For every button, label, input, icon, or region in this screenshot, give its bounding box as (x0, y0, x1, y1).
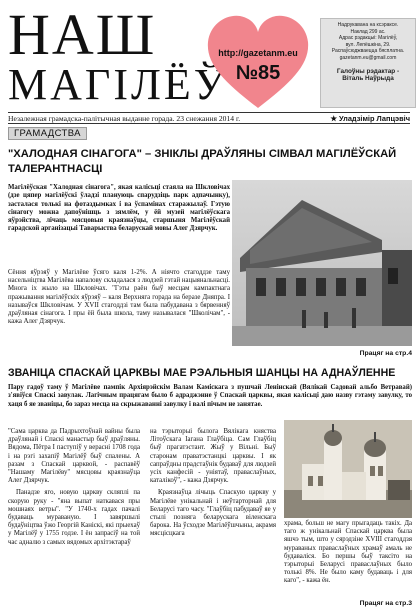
imprint-line: Наклад 299 ас. (350, 28, 386, 35)
article1-headline: "ХАЛОДНАЯ СІНАГОГА" – ЗНІКЛЫ ДРАЎЛЯНЫ СІМВАЛ МАГІЛЁЎСКАЙ ТАЛЕРАНТНАСЦІ (8, 148, 397, 175)
author-name: Уладзімір Лапцэвіч (339, 113, 410, 123)
article2-column-3: храма, больш не магу прыгадаць такіх. Да таго ж унікальнай Спаскай царква была яшчэ тым, што у сярэдзіне XVIII стагоддзя мураваных праваслаўных храмаў амаль не будаваліся. Бо першы быў таксіто на тэрыторыі Беларусі праваслаўных было толькі 8%. Не было каму будаваць і для каго", - кажа ён. (284, 520, 412, 585)
article1-continuation: Працяг на стр.4 (359, 350, 412, 357)
star-icon: ★ (330, 113, 339, 123)
masthead (8, 2, 410, 110)
synagogue-photo (232, 180, 412, 346)
article2-continuation: Працяг на стр.3 (359, 600, 412, 607)
article2-column-2 (150, 428, 276, 539)
paragraph: "Сама царква да Падрыхтоўнай вайны была драўлянай і Спаскі манастыр быў драўляны. Вядома, Пётра І паступіў у верасні 1708 года і на рэгі захапіў Магілёў быў спалены. А разам з Спаскай царквой, - распавёў "Нашаму Магілёву" мясцовы краязнаўца Алег Дзярчук. (8, 428, 140, 485)
author-byline (330, 114, 410, 123)
issue-number: №85 (235, 62, 281, 84)
tagline: Незалежная грамадска-палітычная выданне горада. 23 снежання 2014 г. (8, 113, 241, 123)
site-url[interactable]: http://gazetanm.eu (218, 48, 298, 58)
imprint-line: вул. Лепёшкіна, 29. (345, 41, 391, 48)
newspaper-title-line1: НАШ (8, 2, 157, 67)
article2-lead: Пару гадоў таму ў Магілёве пампік Архіярэйскім Валам Каміскага з пушчай Ленінскай (Вялікай Садовай альбо Ветравай) з'явіўся Спаскі завулак. Лагічным працягам было б адраджэнне ў Спаскай царквы, якая калісьці даю назву гэтаму завулку, то хаця б яе званіцы, бо зараз месца на скрыжаванні завулку і валі пічым не занятае. (8, 384, 412, 408)
section-rubric: ГРАМАДСТВА (8, 127, 87, 140)
newspaper-title-line2: МАГІЛЁЎ (8, 60, 228, 109)
article1-body: Сёння яўрэяў у Магілёве ўсяго каля 1-2%. А ніячто стагоддзе таму насельніцтва Магілёва напалову складалася з людзей гэтай нацыянальнасці. Многа іх жыло на Шкловічах. "Гэты раён быў месцам кампактнага пражывання магілёўскіх яўрэяў – каля Верхняга горада на беразе Дняпра. І называўся Шкловічам. У XVII стагоддзі там была пабудавана з бярвенняў драўляная сінагога. І пры ёй была школа, таму называлася "Школічам", - кажа Алег Дзярчук. (8, 269, 230, 326)
heart-emblem (204, 12, 312, 112)
paragraph: на тэрыторыі былога Вялікага княства Літоўскага Іагана Глаўбіца. Сам Глаўбіц быў прагатэстант. Жыў у Вільні. Быў старонам праватэстанцкі царквы. І як сапраўдны прадстаўнік будаваў для людзей усіх канфесій - уніятаў, праваслаўных, каталікоў", - кажа Дзярчук. (150, 428, 276, 485)
imprint-line: Адрас рэдакцыі: Магілёў, (338, 35, 398, 42)
article2-headline: ЗВАНІЦА СПАСКАЙ ЦАРКВЫ МАЕ РЭАЛЬНЫЯ ШАНЦЫ НА АДНАЎЛЕННЕ (8, 367, 396, 379)
imprint-email[interactable]: gazetanm.eu@gmail.com (339, 54, 397, 61)
editor-name: Віталь Наўрыда (342, 75, 394, 83)
tagline-bar (8, 112, 410, 124)
church-photo (284, 420, 412, 518)
imprint-box (320, 18, 416, 108)
paragraph: Краязнаўца лічыць Спаскую царкву у Магілёве унікальнай і неўтарторнай для Беларусі таго часу. "Глаўбіц пабудаваў яе у стылі позняга беларускага віленскага барока. На ўсходзе Магілёўшчыны, акрамя мясцісцкага (150, 489, 276, 538)
article1-lead: Магілёўская "Халодная сінагога", якая калісьці стаяла на Шкловічах (дзе цяпер магілёўскі ўладзі плануюць спарудзіць парк адпачынку), засталася толькі на фотаздымках і ва ўспамінах старажылаў. Гэтую сінагогу можна дапоўнішць з зямлём, у ёй музей магілёўскага яўрэйства, лічаць мясцовыя краязнаўцы, старшыня Магілёўскай гарадской арганізацыі Таварыства беларускай мовы Алег Дзярчук. (8, 184, 230, 233)
article2-column-1 (8, 428, 140, 547)
editor-label: Галоўны рэдактар - (336, 67, 400, 75)
paragraph: Панадзе яго, новую царкву скляплі па скорую руку - "яна выпат наткавася пры мошнаях ветры". "У 1740-х гадах пачалі будаваць мураваную. І завяршылі будаўніцтва ўжо Георгій Каніскі, які прыехаў у Магілёў у 1755 годзе. І ён запрасіў на той час адналю з самых вядомых архітэктараў (8, 489, 140, 546)
imprint-line: Распаўсюджваецца бясплатна. (331, 48, 405, 55)
imprint-line: Надрукавана на ксэраксе. (337, 22, 399, 28)
